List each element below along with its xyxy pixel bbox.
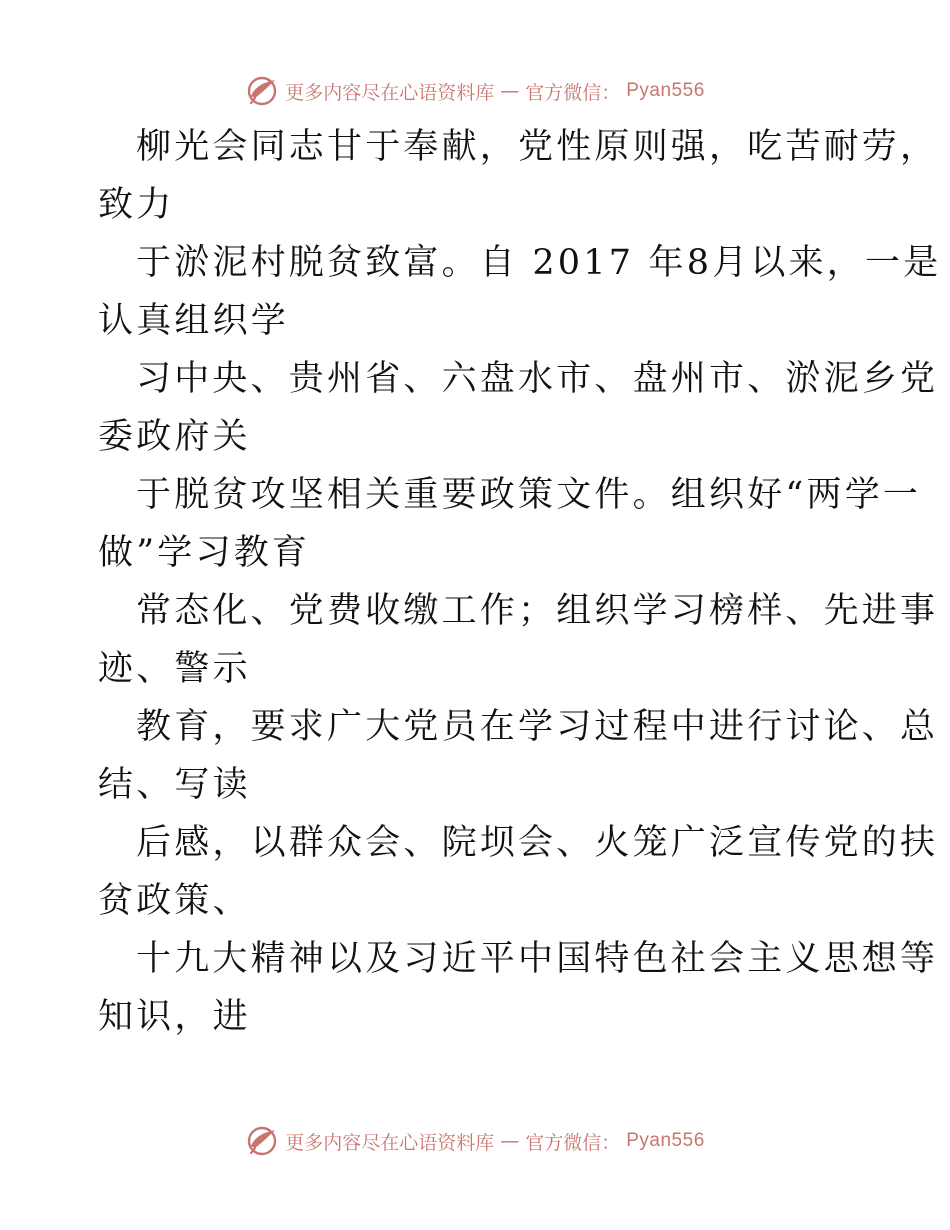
paragraph-first-line: 十九大精神以及习近平中国特色社会主义思想等 xyxy=(136,939,939,979)
document-body xyxy=(98,118,942,1046)
watermark-label: 官方微信： xyxy=(525,81,621,104)
paragraph-first-line: 柳光会同志甘于奉献，党性原则强，吃苦耐劳， xyxy=(136,127,939,167)
footer-watermark xyxy=(0,1121,950,1161)
paragraph-first-line: 于脱贫攻坚相关重要政策文件。组织好“两学一 xyxy=(136,475,922,515)
paragraph xyxy=(98,814,939,930)
paragraph-first-line: 教育，要求广大党员在学习过程中进行讨论、总 xyxy=(136,707,939,747)
paragraph-continuation-line: 委政府关 xyxy=(98,417,251,457)
watermark-text: 更多内容尽在心语资料库 xyxy=(285,1131,495,1154)
pen-logo-icon xyxy=(245,1124,279,1158)
watermark-wechat-id: Pyan556 xyxy=(626,80,705,101)
paragraph-first-line: 常态化、党费收缴工作；组织学习榜样、先进事 xyxy=(136,591,939,631)
paragraph xyxy=(98,582,939,698)
paragraph xyxy=(98,118,939,234)
paragraph-continuation-line: 致力 xyxy=(98,185,175,225)
watermark-wechat-id: Pyan556 xyxy=(626,1130,705,1151)
paragraph-continuation-line: 迹、警示 xyxy=(98,649,251,689)
paragraph xyxy=(98,930,939,1046)
watermark-label: 官方微信： xyxy=(525,1131,621,1154)
paragraph-first-line: 于淤泥村脱贫致富。自 2017 年8月以来，一是 xyxy=(136,243,942,283)
paragraph-continuation-line: 结、写读 xyxy=(98,765,251,805)
paragraph xyxy=(98,234,942,350)
paragraph xyxy=(98,466,922,582)
paragraph-continuation-line: 贫政策、 xyxy=(98,881,251,921)
paragraph-continuation-line: 做”学习教育 xyxy=(98,533,311,573)
paragraph xyxy=(98,350,939,466)
paragraph-continuation-line: 认真组织学 xyxy=(98,301,290,341)
watermark-text: 更多内容尽在心语资料库 xyxy=(285,81,495,104)
paragraph-first-line: 后感，以群众会、院坝会、火笼广泛宣传党的扶 xyxy=(136,823,939,863)
watermark-separator: — xyxy=(500,80,520,102)
paragraph-continuation-line: 知识，进 xyxy=(98,997,251,1037)
watermark-separator: — xyxy=(500,1130,520,1152)
paragraph xyxy=(98,698,939,814)
paragraph-first-line: 习中央、贵州省、六盘水市、盘州市、淤泥乡党 xyxy=(136,359,939,399)
pen-logo-icon xyxy=(245,74,279,108)
header-watermark xyxy=(0,71,950,111)
